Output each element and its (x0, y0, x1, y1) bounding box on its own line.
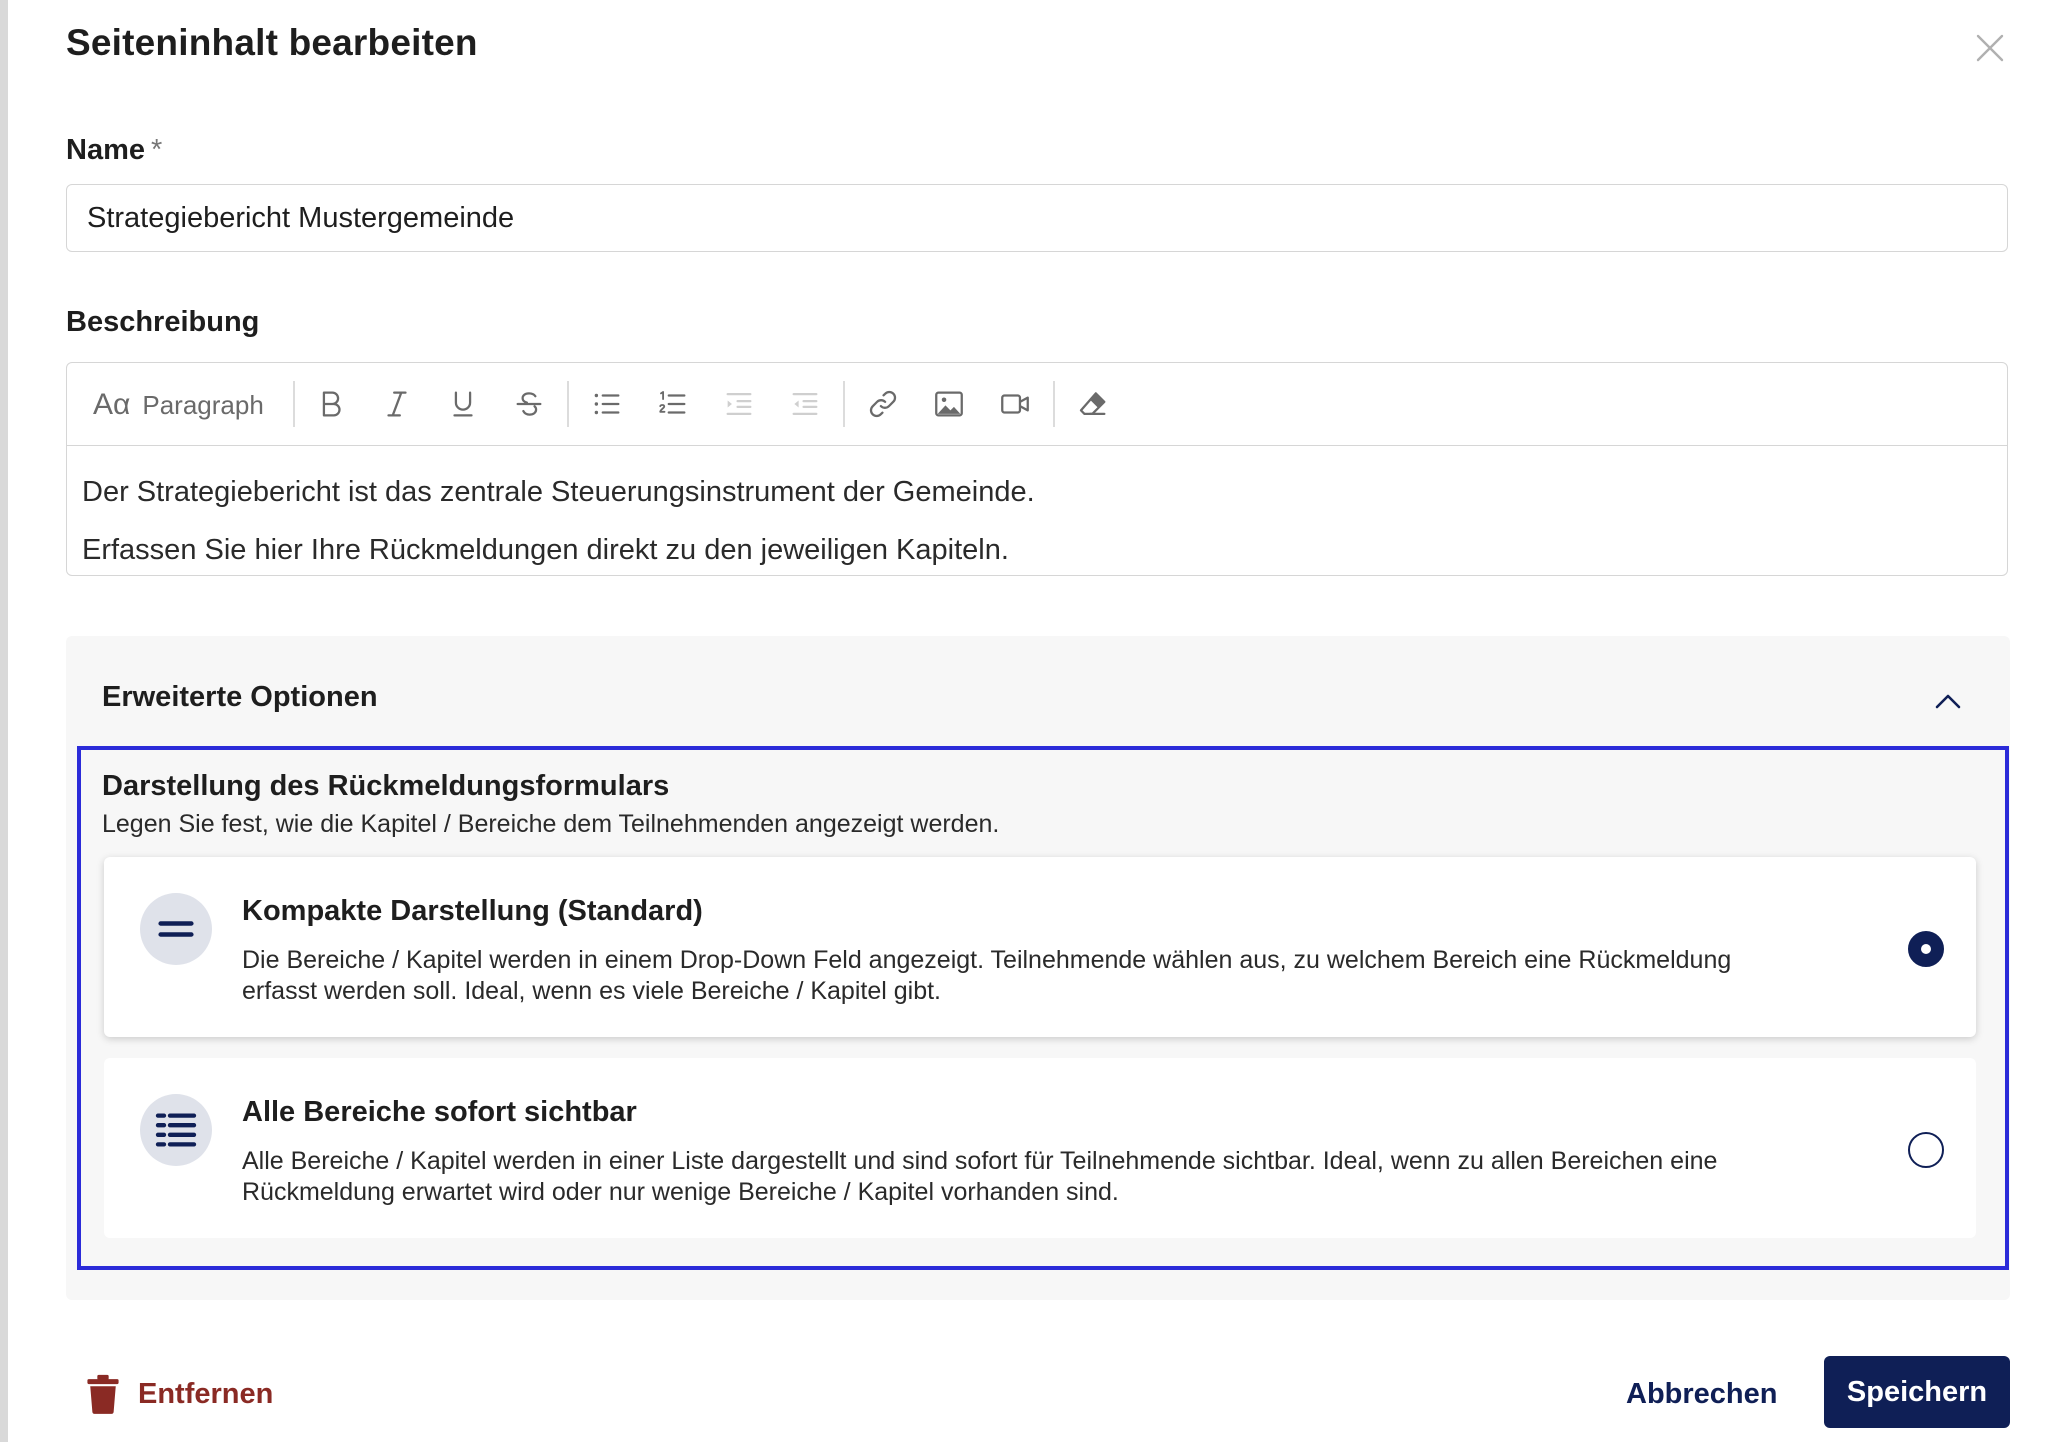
form-display-section-title: Darstellung des Rückmeldungsformulars (102, 770, 670, 802)
italic-icon[interactable] (377, 384, 417, 424)
toolbar-divider (1053, 381, 1055, 427)
name-label-text: Name (66, 134, 145, 166)
bullet-list-icon[interactable] (587, 384, 627, 424)
numbered-list-icon[interactable] (653, 384, 693, 424)
chevron-up-icon[interactable] (1928, 681, 1968, 721)
remove-button[interactable] (86, 1366, 273, 1422)
editor-content[interactable] (82, 463, 1992, 579)
editor-paragraph: Der Strategiebericht ist das zentrale Steuerungsinstrument der Gemeinde. (82, 476, 1035, 508)
trash-icon (86, 1374, 120, 1414)
indent-icon[interactable] (719, 384, 759, 424)
required-mark: * (151, 134, 163, 166)
list-icon (140, 1094, 212, 1166)
paragraph-label: Paragraph (142, 389, 264, 420)
rich-text-editor (66, 362, 2008, 576)
name-label (66, 134, 162, 167)
link-icon[interactable] (863, 384, 903, 424)
option-compact-card[interactable] (104, 857, 1976, 1037)
toolbar-divider (567, 381, 569, 427)
radio-selected[interactable] (1908, 931, 1944, 967)
option-title: Kompakte Darstellung (Standard) (242, 895, 703, 927)
dialog-title: Seiteninhalt bearbeiten (66, 22, 478, 63)
name-input[interactable] (66, 184, 2008, 252)
cancel-button[interactable]: Abbrechen (1626, 1377, 1778, 1410)
outdent-icon[interactable] (785, 384, 825, 424)
toolbar-divider (843, 381, 845, 427)
option-description: Die Bereiche / Kapitel werden in einem Drop-Down Feld angezeigt. Teilnehmende wählen aus, zu welchem Bereich eine Rückmeldung erfasst werden soll. Ideal, wenn es viele Bereiche / Kapitel gibt. (242, 946, 1732, 1005)
remove-label: Entfernen (138, 1377, 274, 1410)
close-icon[interactable] (1970, 28, 2010, 68)
option-all-visible-card[interactable] (104, 1058, 1976, 1238)
editor-toolbar (67, 363, 2007, 446)
image-icon[interactable] (929, 384, 969, 424)
advanced-options-title[interactable]: Erweiterte Optionen (102, 681, 378, 713)
strikethrough-icon[interactable] (509, 384, 549, 424)
form-display-section-subtitle: Legen Sie fest, wie die Kapitel / Bereiche dem Teilnehmenden angezeigt werden. (102, 810, 1000, 838)
editor-paragraph: Erfassen Sie hier Ihre Rückmeldungen direkt zu den jeweiligen Kapiteln. (82, 534, 1009, 566)
compact-lines-icon (140, 893, 212, 965)
text-style-icon: Aα (93, 388, 131, 421)
toolbar-divider (293, 381, 295, 427)
paragraph-style-select[interactable] (93, 383, 264, 427)
description-label: Beschreibung (66, 306, 260, 338)
option-title: Alle Bereiche sofort sichtbar (242, 1096, 637, 1128)
left-edge-divider (0, 0, 8, 1442)
radio-unselected[interactable] (1908, 1132, 1944, 1168)
save-button[interactable]: Speichern (1824, 1356, 2010, 1428)
clear-format-icon[interactable] (1073, 384, 1113, 424)
option-description: Alle Bereiche / Kapitel werden in einer Liste dargestellt und sind sofort für Teilnehmende sichtbar. Ideal, wenn zu allen Bereichen eine Rückmeldung erwartet wird oder nur wenige Bereiche / Kapitel vorhanden sind. (242, 1147, 1718, 1206)
video-icon[interactable] (995, 384, 1035, 424)
bold-icon[interactable] (311, 384, 351, 424)
underline-icon[interactable] (443, 384, 483, 424)
